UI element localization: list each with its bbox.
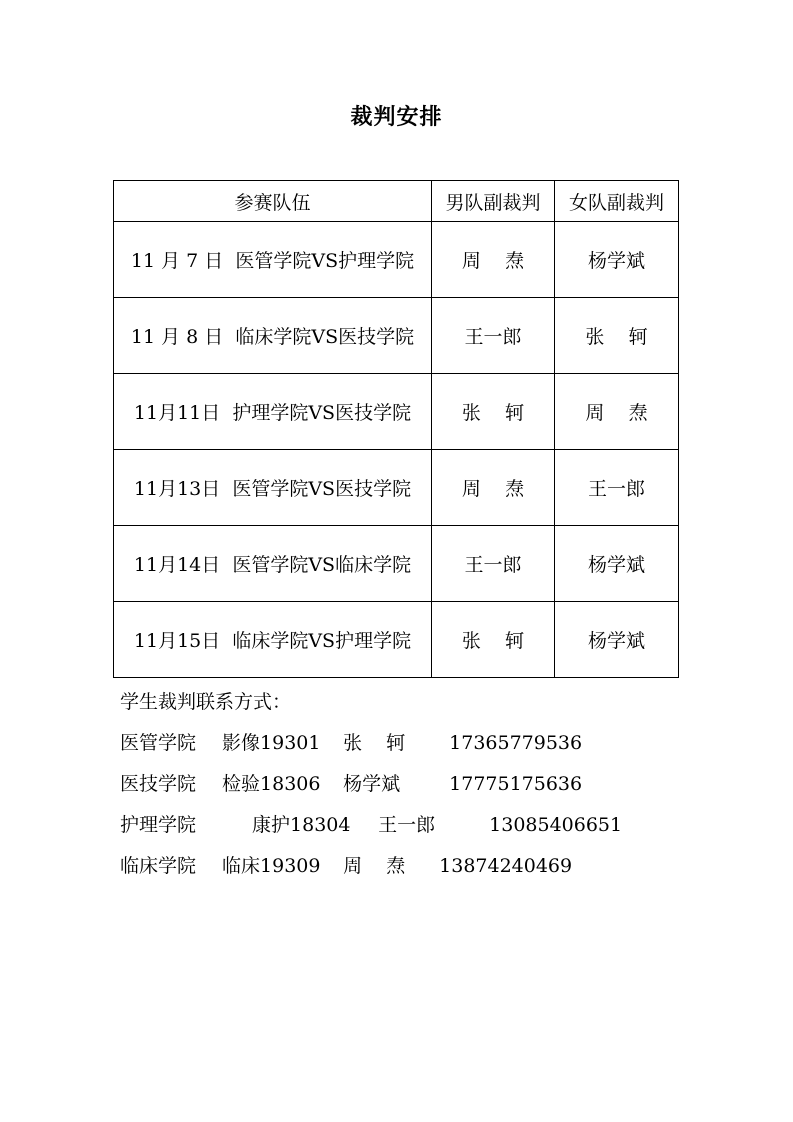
- contact-name: 王一郎: [378, 814, 436, 836]
- table-row: [114, 374, 679, 450]
- contact-name: 周 焘: [343, 855, 406, 877]
- male-referee-cell: 王一郎: [432, 298, 555, 374]
- header-female-referee: 女队副裁判: [555, 181, 679, 222]
- female-referee-cell: 杨学斌: [555, 222, 679, 298]
- contact-college: 医管学院: [120, 732, 197, 754]
- contact-phone: 13085406651: [489, 814, 623, 836]
- contact-phone: 17775175636: [449, 773, 583, 795]
- female-referee-cell: 王一郎: [555, 450, 679, 526]
- header-teams: 参赛队伍: [114, 181, 432, 222]
- table-row: [114, 450, 679, 526]
- contact-college: 临床学院: [120, 855, 197, 877]
- page-title: 裁判安排: [350, 105, 443, 130]
- contact-class: 康护18304: [252, 814, 351, 836]
- match-cell: 11月15日 临床学院VS护理学院: [114, 602, 432, 678]
- female-referee-cell: 周 焘: [555, 374, 679, 450]
- male-referee-cell: 周 焘: [432, 450, 555, 526]
- female-referee-cell: 张 轲: [555, 298, 679, 374]
- contact-class: 影像19301: [222, 732, 321, 754]
- match-cell: 11 月 7 日 医管学院VS护理学院: [114, 222, 432, 298]
- contact-phone: 13874240469: [439, 855, 573, 877]
- male-referee-cell: 周 焘: [432, 222, 555, 298]
- contact-entry: [120, 768, 622, 809]
- contact-college: 医技学院: [120, 773, 197, 795]
- match-cell: 11月13日 医管学院VS医技学院: [114, 450, 432, 526]
- table-row: [114, 526, 679, 602]
- contact-entry: [120, 850, 622, 891]
- male-referee-cell: 张 轲: [432, 374, 555, 450]
- table-row: [114, 222, 679, 298]
- match-cell: 11月14日 医管学院VS临床学院: [114, 526, 432, 602]
- contact-heading: 学生裁判联系方式：: [120, 691, 292, 713]
- contact-class: 临床19309: [222, 855, 321, 877]
- contact-name: 杨学斌: [343, 773, 401, 795]
- table-row: [114, 602, 679, 678]
- female-referee-cell: 杨学斌: [555, 602, 679, 678]
- male-referee-cell: 张 轲: [432, 602, 555, 678]
- contact-entry: [120, 809, 622, 850]
- contact-name: 张 轲: [343, 732, 406, 754]
- contact-class: 检验18306: [222, 773, 321, 795]
- referee-schedule-table: [113, 180, 679, 678]
- contact-section: [120, 686, 622, 891]
- female-referee-cell: 杨学斌: [555, 526, 679, 602]
- match-cell: 11月11日 护理学院VS医技学院: [114, 374, 432, 450]
- header-male-referee: 男队副裁判: [432, 181, 555, 222]
- match-cell: 11 月 8 日 临床学院VS医技学院: [114, 298, 432, 374]
- male-referee-cell: 王一郎: [432, 526, 555, 602]
- contact-entry: [120, 727, 622, 768]
- table-row: [114, 298, 679, 374]
- contact-phone: 17365779536: [449, 732, 583, 754]
- contact-college: 护理学院: [120, 814, 197, 836]
- table-header-row: [114, 181, 679, 222]
